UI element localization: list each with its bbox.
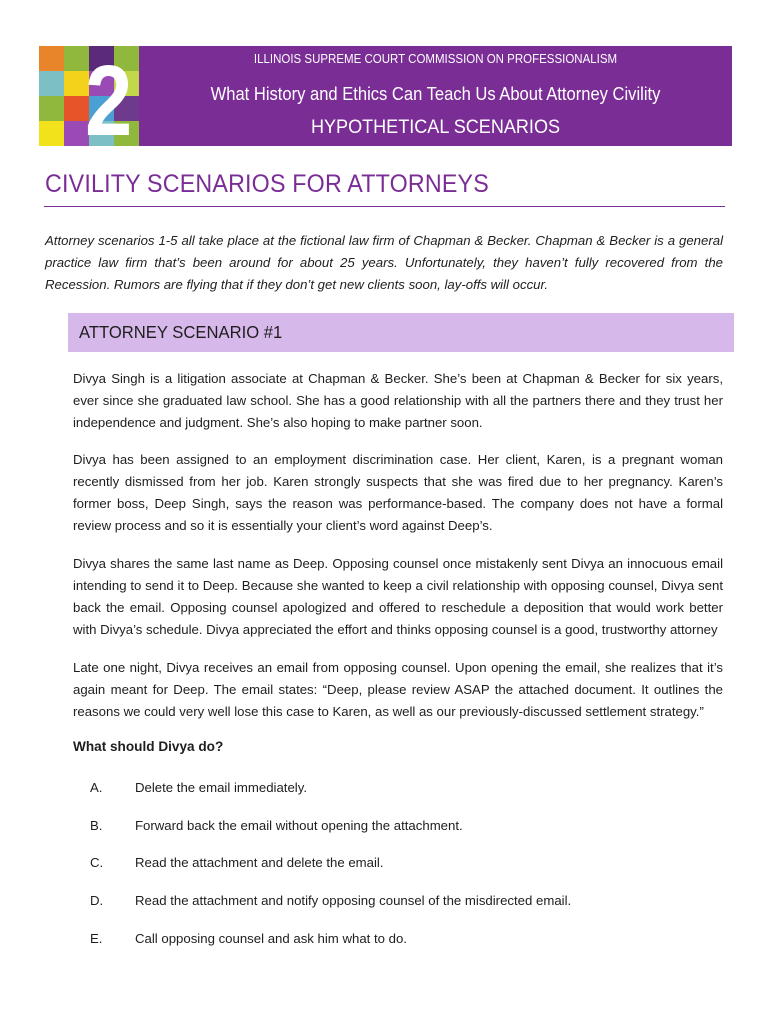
intro-paragraph: Attorney scenarios 1-5 all take place at the fictional law firm of Chapman & Becker. Chapman & Becker is a general practice law firm that’s been around for about 25 years. Unfortunately, they haven’t fully recovered from the Recession. Rumors are flying that if they don’t get new clients soon, lay-offs will occur. (45, 233, 723, 292)
option-letter: B. (90, 818, 103, 833)
option-letter: A. (90, 780, 103, 795)
page-title: CIVILITY SCENARIOS FOR ATTORNEYS (45, 170, 489, 198)
option-text: Forward back the email without opening the attachment. (135, 818, 463, 833)
option-text: Read the attachment and delete the email. (135, 855, 384, 870)
logo-mosaic-icon (39, 46, 139, 146)
scenario-paragraph: Divya Singh is a litigation associate at Chapman & Becker. She’s been at Chapman & Becker for six years, ever since she graduated law school. She has a good relationship with all the partners there and they trust her independence and judgment. She’s also hoping to make partner soon. (73, 371, 723, 430)
question-heading: What should Divya do? (73, 739, 224, 754)
scenario-heading: ATTORNEY SCENARIO #1 (79, 322, 283, 342)
answer-option (90, 853, 384, 873)
scenario-heading-bar (68, 313, 734, 352)
answer-option (90, 929, 407, 949)
scenario-paragraph: Divya shares the same last name as Deep. Opposing counsel once mistakenly sent Divya an innocuous email intending to send it to Deep. Because she wanted to keep a civil relationship with opposing counsel, Divya sent back the email. Opposing counsel apologized and offered to reschedule a deposition that would work better with Divya’s schedule. Divya appreciated the effort and thinks opposing counsel is a good, trustworthy attorney (73, 556, 723, 637)
scenario-paragraph: Late one night, Divya receives an email from opposing counsel. Upon opening the email, she realizes that it’s again meant for Deep. The email states: “Deep, please review ASAP the attached document. It outlines the reasons we could very well lose this case to Karen, as well as our previously-discussed settlement strategy.” (73, 660, 723, 719)
answer-option (90, 816, 463, 836)
answer-option (90, 891, 571, 911)
banner-subtitle: What History and Ethics Can Teach Us About Attorney Civility (210, 84, 661, 104)
answer-option (90, 778, 307, 798)
banner-title: HYPOTHETICAL SCENARIOS (310, 117, 561, 138)
scenario-paragraph: Divya has been assigned to an employment discrimination case. Her client, Karen, is a pregnant woman recently dismissed from her job. Karen strongly suspects that she was fired due to her pregnancy. Karen’s former boss, Deep Singh, says the reason was performance-based. The company does not have a formal review process and so it is essentially your client’s word against Deep’s. (73, 452, 723, 533)
option-letter: D. (90, 893, 104, 908)
title-divider (44, 206, 725, 207)
organization-name: ILLINOIS SUPREME COURT COMMISSION ON PROFESSIONALISM (253, 52, 618, 66)
logo-numeral: 2 (85, 46, 133, 146)
option-letter: E. (90, 931, 103, 946)
header-banner (39, 46, 732, 146)
option-text: Read the attachment and notify opposing counsel of the misdirected email. (135, 893, 572, 908)
option-letter: C. (90, 855, 104, 870)
option-text: Delete the email immediately. (135, 780, 307, 795)
option-text: Call opposing counsel and ask him what to do. (135, 931, 407, 946)
